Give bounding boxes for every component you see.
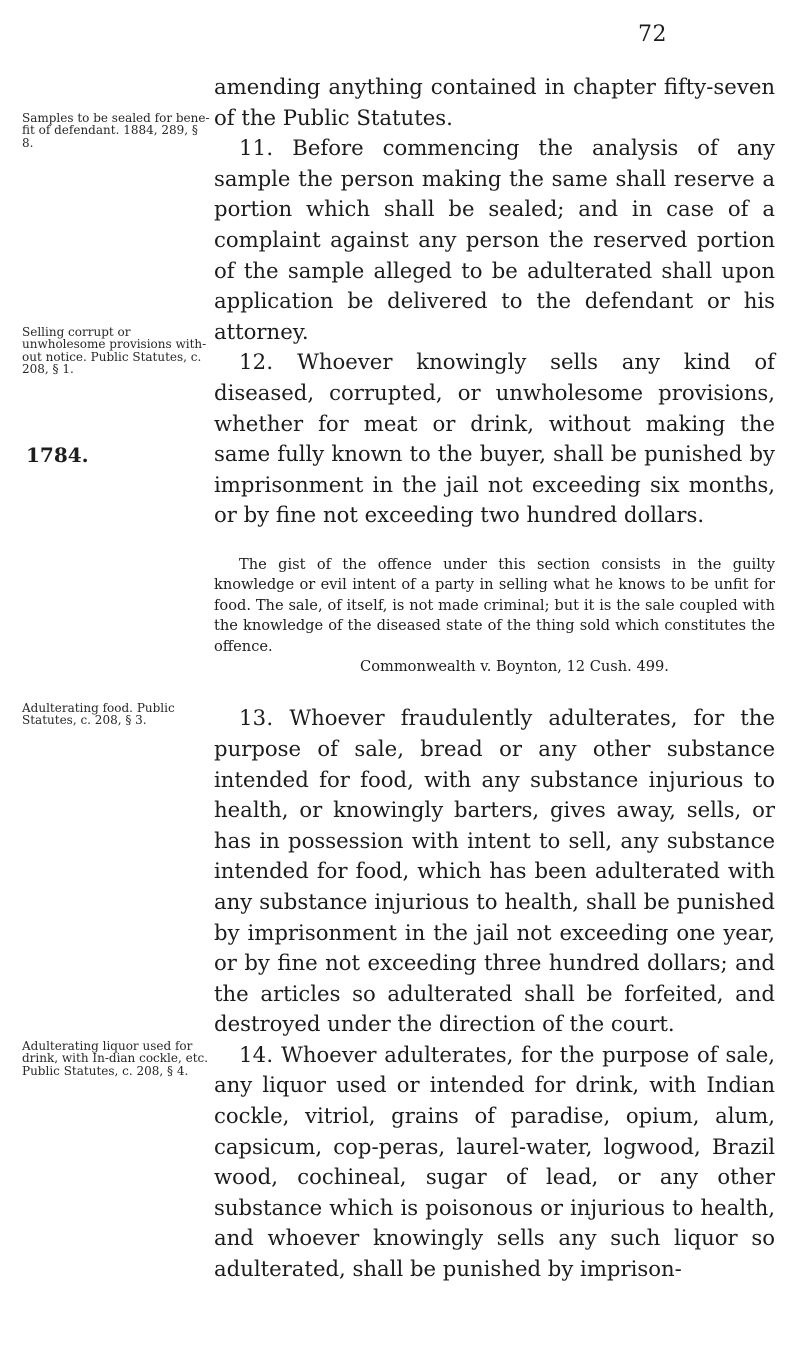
section-14 [214, 1040, 775, 1285]
section-text: Whoever adulterates, for the purpose of sale, any liquor used or intended for drink, with Indian cockle, vitriol, grains of paradise, opium, alum, capsicum, cop-peras, laurel-water, logwood, Brazil wood, cochineal, sugar of lead, or any other substance which is poisonous or injurious to health, and whoever knowingly sells any such liquor so adulterated, shall be punished by imprison- [214, 1041, 775, 1282]
page-number: 72 [638, 22, 667, 47]
section-text: Whoever fraudulently adulterates, for the purpose of sale, bread or any other substance intended for food, with any substance injurious to health, or knowingly barters, gives away, sells, or has in possession with intent to sell, any substance intended for food, which has been adulterated with any substance injurious to health, shall be punished by imprisonment in the jail not exceeding one year, or by fine not exceeding three hundred dollars; and the articles so adulterated shall be forfeited, and destroyed under the direction of the court. [214, 705, 775, 1037]
section-11 [214, 133, 775, 347]
footnote-text: The gist of the offence under this section consists in the guilty knowledge or evil intent of a party in selling what he knows to be unfit for food. The sale, of itself, is not made criminal; but it is the sale coupled with the knowledge of the diseased state of the thing sold which constitutes the offence. [214, 555, 775, 655]
continuation-paragraph: amending anything contained in chapter fifty-seven of the Public Statutes. [214, 74, 775, 130]
margin-note-sec-12: Selling corrupt or unwholesome provisions with-out notice. Public Statutes, c. 208, § 1. [22, 325, 207, 377]
section-number: 12. [239, 349, 274, 375]
footnote [214, 555, 775, 677]
section-number: 13. [239, 705, 274, 731]
section-text: Whoever knowingly sells any kind of diseased, corrupted, or unwholesome provisions, whether for meat or drink, without making the same fully known to the buyer, shall be punished by imprisonment in the jail not exceeding six months, or by fine not exceeding two hundred dollars. [214, 349, 775, 528]
main-text [214, 72, 775, 1285]
section-number: 11. [239, 135, 274, 161]
section-number: 14. [239, 1041, 274, 1067]
margin-note-sec-14: Adulterating liquor used for drink, with In-dian cockle, etc. Public Statutes, c. 208, § 4. [22, 1039, 209, 1078]
margin-note-sec-11: Samples to be sealed for bene-fit of defendant. 1884, 289, § 8. [22, 111, 210, 150]
margin-year: 1784. [26, 443, 89, 467]
section-12 [214, 347, 775, 531]
footnote-citation: Commonwealth v. Boynton, 12 Cush. 499. [360, 657, 669, 675]
section-13 [214, 703, 775, 1040]
margin-note-sec-13: Adulterating food. Public Statutes, c. 208, § 3. [22, 701, 175, 728]
section-text: Before commencing the analysis of any sample the person making the same shall reserve a portion which shall be sealed; and in case of a complaint against any person the reserved portion of the sample alleged to be adulterated shall upon application be delivered to the defendant or his attorney. [214, 135, 775, 344]
